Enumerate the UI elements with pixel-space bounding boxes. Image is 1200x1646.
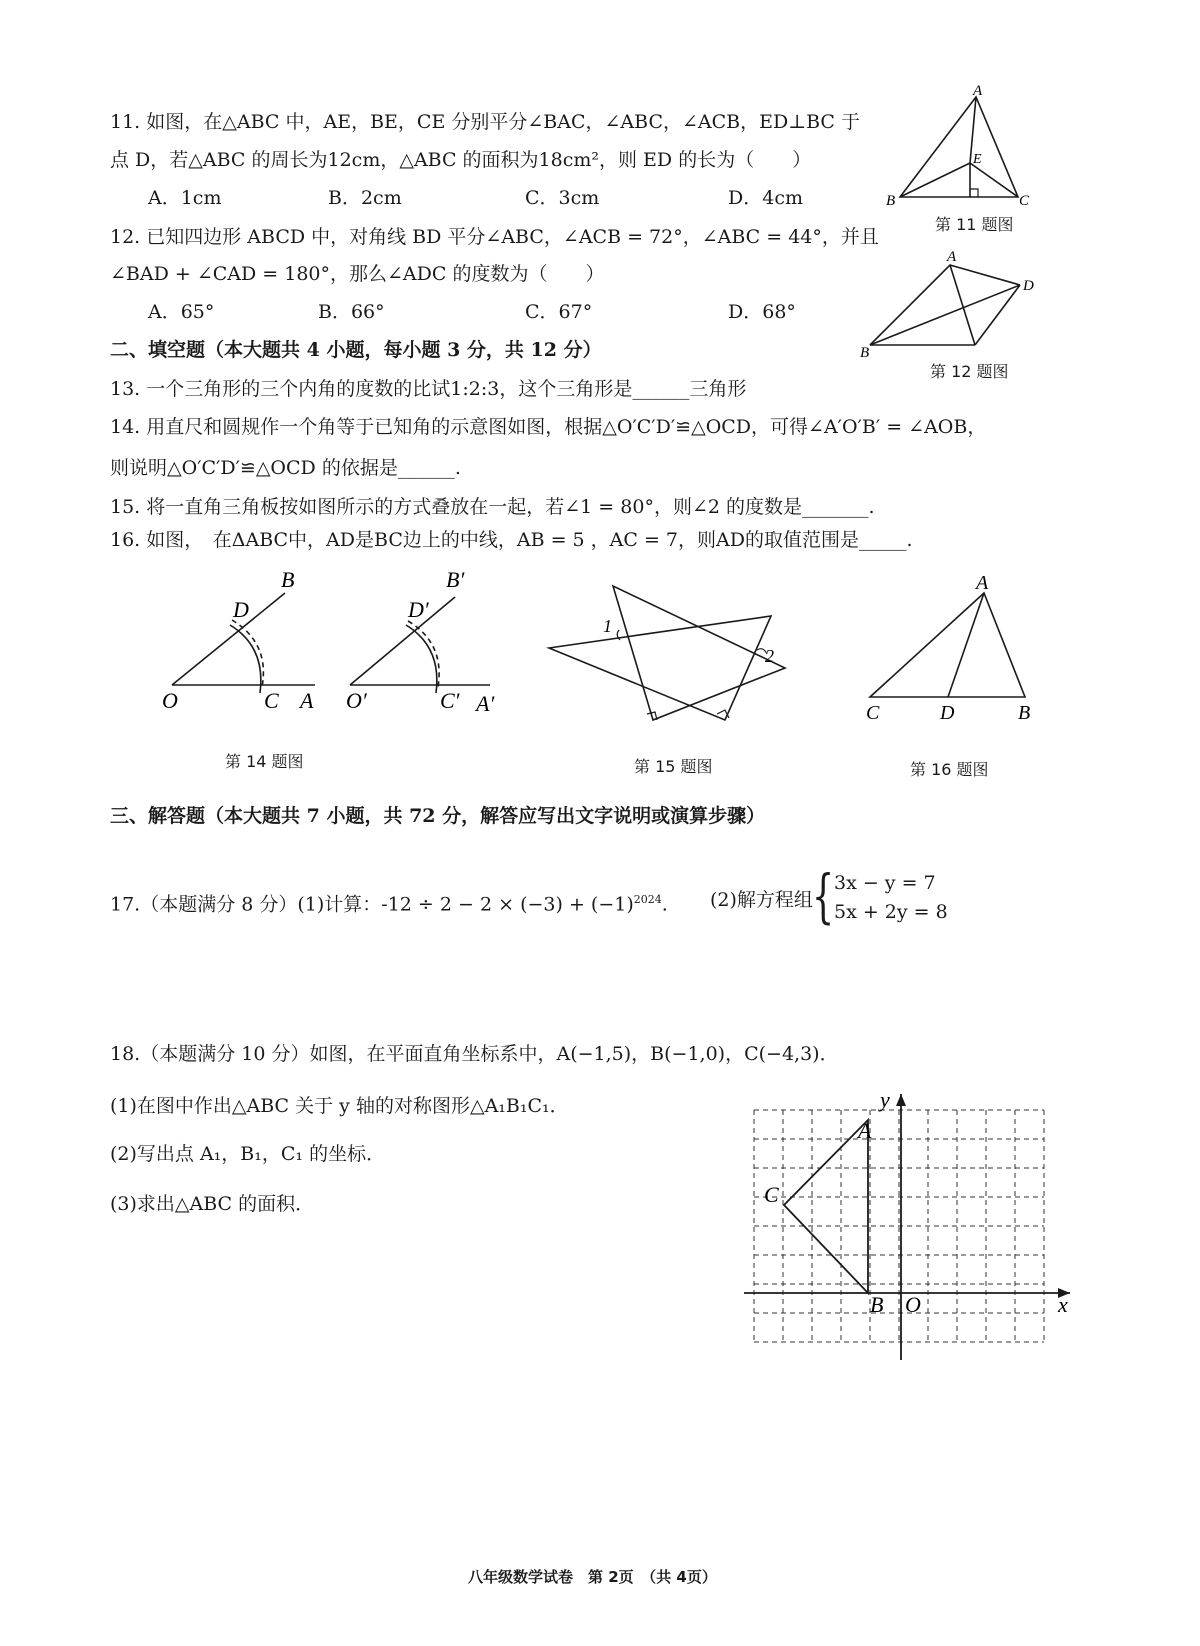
q17-part2: (2)解方程组 bbox=[710, 889, 813, 911]
section3-heading: 三、解答题（本大题共 7 小题，共 72 分，解答应写出文字说明或演算步骤） bbox=[110, 805, 766, 827]
fig14-label-a-prime: A′ bbox=[476, 691, 495, 716]
fig11-label-a: A bbox=[973, 83, 983, 99]
q17-system-brace: { bbox=[812, 862, 835, 930]
fig14-right-ray-ob bbox=[350, 597, 455, 685]
q12-option-c: C．67° bbox=[525, 301, 593, 323]
q14-line1: 14. 用直尺和圆规作一个角等于已知角的示意图如图，根据△O′C′D′≌△OCD，可得∠A′O′B′ = ∠AOB， bbox=[110, 416, 987, 438]
q12-line1: 12. 已知四边形 ABCD 中，对角线 BD 平分∠ABC，∠ACB = 72°，∠ABC = 44°，并且 bbox=[110, 226, 879, 248]
q18-line1: 18.（本题满分 10 分）如图，在平面直角坐标系中，A(−1,5)，B(−1,0)，C(−4,3)． bbox=[110, 1043, 839, 1065]
fig15-triangle-2 bbox=[549, 616, 771, 720]
q12-line2: ∠BAD + ∠CAD = 180°，那么∠ADC 的度数为（ ） bbox=[110, 263, 605, 285]
fig16-label-a: A bbox=[976, 572, 989, 594]
figure-14 bbox=[160, 565, 510, 725]
fig16-triangle-abc bbox=[870, 593, 1025, 697]
fig16-label-c: C bbox=[866, 702, 880, 724]
fig11-label-c: C bbox=[1019, 193, 1030, 209]
fig16-caption: 第 16 题图 bbox=[910, 760, 989, 779]
fig14-label-c: C bbox=[264, 688, 279, 713]
q17-equation-2: 5x + 2y = 8 bbox=[834, 901, 948, 923]
fig14-label-b-prime: B′ bbox=[446, 567, 465, 592]
q11-line2: 点 D，若△ABC 的周长为12cm，△ABC 的面积为18cm²，则 ED 的长为（ ） bbox=[110, 149, 812, 171]
figure-16 bbox=[860, 572, 1040, 725]
fig11-right-angle-mark bbox=[970, 189, 978, 197]
q17-part1 bbox=[110, 888, 668, 916]
q17-expression: 17.（本题满分 8 分）(1)计算：-12 ÷ 2 − 2 × (−3) + (−1) bbox=[110, 893, 634, 916]
fig11-triangle-abc bbox=[900, 97, 1018, 197]
fig16-label-b: B bbox=[1018, 702, 1031, 724]
fig11-label-e: E bbox=[973, 152, 982, 167]
section2-heading: 二、填空题（本大题共 4 小题，每小题 3 分，共 12 分） bbox=[110, 339, 602, 361]
fig14-label-d-prime: D′ bbox=[408, 597, 429, 622]
grid-label-x: x bbox=[1058, 1292, 1068, 1317]
q12-option-b: B．66° bbox=[318, 301, 385, 323]
q16-text: 16. 如图， 在ΔABC中，AD是BC边上的中线，AB = 5 ，AC = 7，则AD的取值范围是_____. bbox=[110, 529, 913, 551]
q12-option-a: A．65° bbox=[148, 301, 215, 323]
q18-sub3: (3)求出△ABC 的面积． bbox=[110, 1193, 315, 1215]
fig14-label-o: O bbox=[162, 688, 178, 713]
fig14-label-o-prime: O′ bbox=[346, 688, 367, 713]
fig14-left-arc bbox=[230, 625, 261, 693]
figure-15 bbox=[545, 580, 795, 730]
fig12-label-d: D bbox=[1023, 278, 1034, 294]
fig15-angle-2-label: 2 bbox=[765, 646, 774, 666]
page-footer: 八年级数学试卷 第 2页 （共 4页） bbox=[468, 1568, 717, 1586]
q11-option-c: C．3cm bbox=[525, 187, 600, 209]
q11-option-a: A．1cm bbox=[148, 187, 222, 209]
q18-sub2: (2)写出点 A₁，B₁，C₁ 的坐标． bbox=[110, 1143, 386, 1165]
q15-text: 15. 将一直角三角板按如图所示的方式叠放在一起，若∠1 = 80°，则∠2 的度数是_______. bbox=[110, 496, 875, 518]
figure-12 bbox=[860, 245, 1050, 360]
grid-label-c: C bbox=[764, 1182, 779, 1207]
fig12-label-a: A bbox=[947, 249, 957, 265]
y-axis-arrow bbox=[896, 1094, 906, 1106]
q12-figure-caption: 第 12 题图 bbox=[930, 362, 1009, 381]
q13-text: 13. 一个三角形的三个内角的度数的比试1:2:3，这个三角形是______三角形 bbox=[110, 378, 747, 400]
q11-option-d: D．4cm bbox=[728, 187, 803, 209]
fig14-label-c-prime: C′ bbox=[440, 688, 460, 713]
fig11-segment-be bbox=[900, 163, 970, 197]
fig14-label-a: A bbox=[300, 688, 314, 713]
triangle-abc bbox=[784, 1120, 868, 1293]
q11-option-b: B．2cm bbox=[328, 187, 402, 209]
fig16-label-d: D bbox=[940, 702, 955, 724]
q12-option-d: D．68° bbox=[728, 301, 796, 323]
fig11-label-b: B bbox=[886, 193, 896, 209]
figure-11 bbox=[880, 85, 1050, 210]
fig15-triangle-1 bbox=[613, 586, 785, 720]
q18-sub1: (1)在图中作出△ABC 关于 y 轴的对称图形△A₁B₁C₁． bbox=[110, 1095, 569, 1117]
fig14-caption: 第 14 题图 bbox=[225, 752, 304, 771]
q11-figure-caption: 第 11 题图 bbox=[935, 215, 1014, 234]
grid-label-b: B bbox=[870, 1292, 884, 1317]
q18-coordinate-grid bbox=[740, 1087, 1080, 1370]
fig14-right-dashed-arc bbox=[408, 621, 439, 687]
grid-label-o: O bbox=[905, 1292, 921, 1317]
q11-line1: 11. 如图，在△ABC 中，AE，BE，CE 分别平分∠BAC，∠ABC，∠ACB，ED⊥BC 于 bbox=[110, 111, 860, 133]
fig14-left-ray-ob bbox=[172, 593, 285, 685]
q17-period: . bbox=[661, 893, 668, 916]
fig15-angle-1-label: 1 bbox=[603, 616, 612, 636]
fig14-label-d: D bbox=[233, 597, 249, 622]
q17-exponent: 2024 bbox=[633, 893, 662, 906]
fig12-label-b: B bbox=[860, 345, 870, 361]
fig15-caption: 第 15 题图 bbox=[634, 757, 713, 776]
q14-line2: 则说明△O′C′D′≌△OCD 的依据是______. bbox=[110, 457, 461, 479]
grid-label-y: y bbox=[880, 1087, 890, 1112]
grid-lines bbox=[754, 1110, 1044, 1342]
fig12-sides-ba-ad bbox=[870, 265, 1020, 345]
q17-equation-1: 3x − y = 7 bbox=[834, 872, 936, 894]
fig14-label-b: B bbox=[281, 567, 295, 592]
grid-label-a: A bbox=[858, 1118, 872, 1143]
